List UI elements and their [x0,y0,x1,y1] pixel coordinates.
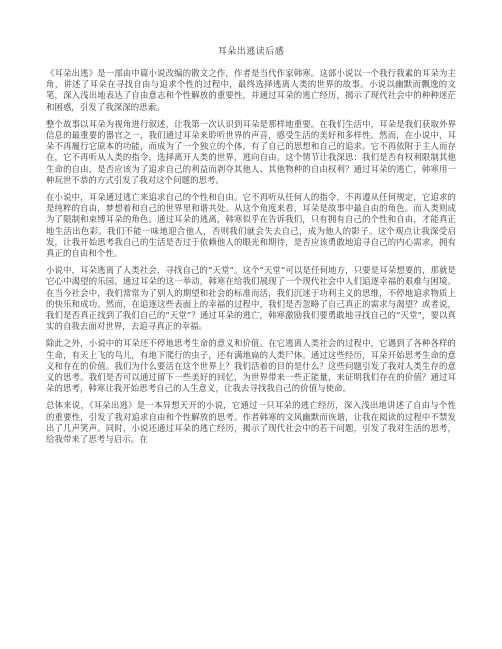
document-title: 耳朵出逃读后感 [217,47,285,57]
paragraph-6: 总体来说，《耳朵出逃》是一本异想天开的小说，它通过一只耳朵的逃亡经历，深入浅出地讲述了自由与个性的重要性，引发了我对追求自由和个性解放的思考。作者韩寒的文风幽默而诙谐，让我在阅读的过程中不禁发出了几声笑声。同时，小说还通过耳朵的逃亡经历，揭示了现代社会中的若干问题，引发了我对生活的思考，给我带来了思考与启示。在 [46,400,456,445]
paragraph-1: 《耳朵出逃》是一部由中篇小说改编的散文之作，作者是当代作家韩寒。这部小说以一个我行我素的耳朵为主角，讲述了耳朵在寻找自由与追求个性的过程中，最终选择逃离人类的世界的故事。小说以幽默而飘逸的文笔，深入浅出地表达了自由意志和个性解放的重要性，并通过耳朵的逃亡经历，揭示了现代社会中的种种迷茫和困惑，引发了我深深的思索。 [46,68,456,112]
paragraph-5: 除此之外，小说中的耳朵还不停地思考生命的意义和价值。在它逃离人类社会的过程中，它遇到了各种各样的生命，有天上飞的鸟儿，有地下爬行的虫子，还有满地扁的人类尸体。通过这些经历，耳朵开始思考生命的意义和存在的价值。我们为什么要活在这个世界上？我们活着的目的是什么？这些问题引发了我对人类生存的意义的思考。我们是否可以通过留下一些美好的回忆，为世界带来一些正能量，来证明我们存在的价值？通过耳朵的思考，韩寒让我开始思考自己的人生意义，让我去寻找我自己的价值与使命。 [46,338,456,394]
paragraph-2: 整个故事以耳朵为视角进行叙述，让我第一次认识到耳朵是那样地重要。在我们生活中，耳朵是我们获取外界信息的最重要的器官之一，我们通过耳朵来聆听世界的声音，感受生活的美好和多样性。然而，在小说中，耳朵不再履行它原本的功能，而成为了一个独立的个体，有了自己的思想和自己的追求。它不再依附于主人而存在，它不再听从人类的指令，选择离开人类的世界，逃向自由。这个情节让我深思：我们是否有权利限制其他生命的自由，是否应该为了追求自己的利益而剥夺其他人、其他物种的自由权利？通过耳朵的逃亡，韩寒用一种玩世不恭的方式引发了我对这个问题的思考。 [46,118,456,185]
document-body [46,68,456,451]
paragraph-3: 在小说中，耳朵通过逃亡来追求自己的个性和自由。它不再听从任何人的指令，不再遵从任何规定，它追求的是纯粹的自由，梦想着和自己的世界里和谐共处。从这个角度来看，耳朵是故事中最自由的角色。而人类则成为了限制和束缚耳朵的角色。通过耳朵的逃离，韩寒似乎在告诉我们，只有拥有自己的个性和自由，才能真正地生活出色彩。我们不能一味地迎合他人，否则我们就会失去自己，成为他人的影子。这个观点让我深受启发，让我开始思考我自己的生活是否过于依赖他人的眼光和期待，是否应该勇敢地追寻自己的内心需求，拥有真正的自由和个性。 [46,192,456,259]
paragraph-4: 小说中，耳朵逃离了人类社会，寻找自己的“天堂”。这个“天堂”可以是任何地方，只要是耳朵想要的，那就是它心中渴望的乐园。通过耳朵的这一举动，韩寒在给我们展现了一个现代社会中人们追逐幸福的艰难与困境。在当今社会中，我们常常为了别人的期望和社会的标准而活，我们沉迷于功利主义的思维，不停地追求物质上的快乐和成功。然而，在追逐这些表面上的幸福的过程中，我们是否忽略了自己真正的需求与渴望？或者说，我们是否真正找到了我们自己的“天堂”？通过耳朵的逃亡，韩寒激励我们要勇敢地寻找自己的“天堂”，要以真实的自我去面对世界，去追寻真正的幸福。 [46,265,456,332]
